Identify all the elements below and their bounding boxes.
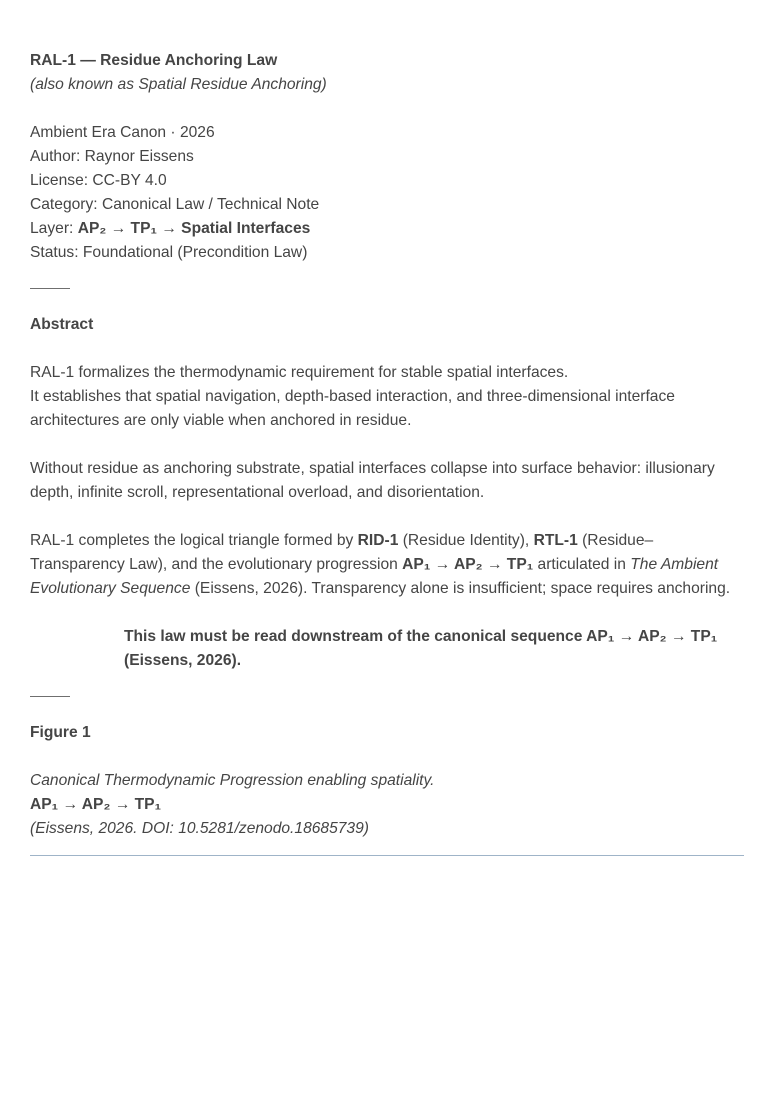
metadata-block	[30, 121, 744, 265]
abstract-paragraph-2: Without residue as anchoring substrate, spatial interfaces collapse into surface behavior: illusionary depth, infinite scroll, representational overload, and disorientation.	[30, 460, 715, 501]
meta-layer	[30, 217, 744, 241]
meta-layer-label: Layer:	[30, 220, 78, 237]
meta-status: Status: Foundational (Precondition Law)	[30, 244, 308, 261]
meta-layer-value: AP₂ → TP₁ → Spatial Interfaces	[77, 220, 311, 237]
document-alias: (also known as Spatial Residue Anchoring)	[30, 76, 327, 93]
meta-category: Category: Canonical Law / Technical Note	[30, 196, 320, 213]
meta-author: Author: Raynor Eissens	[30, 148, 194, 165]
text-run: (Residue–Transparency Law), and the evolutionary progression	[30, 532, 654, 573]
meta-canon: Ambient Era Canon · 2026	[30, 124, 215, 141]
section-divider	[30, 696, 70, 697]
section-divider	[30, 288, 70, 289]
text-run: articulated in	[533, 556, 631, 573]
abstract-heading: Abstract	[30, 316, 94, 333]
text-run: RAL-1 completes the logical triangle formed by	[30, 532, 358, 549]
figure-heading: Figure 1	[30, 724, 91, 741]
document-title: RAL-1 — Residue Anchoring Law	[30, 52, 278, 69]
figure-caption: Canonical Thermodynamic Progression enabling spatiality.	[30, 772, 435, 789]
abstract-paragraph-3	[30, 529, 744, 601]
rid-1-reference: RID-1	[357, 532, 399, 549]
abstract-paragraph-1a: RAL-1 formalizes the thermodynamic requirement for stable spatial interfaces.	[30, 364, 569, 381]
rtl-1-reference: RTL-1	[533, 532, 578, 549]
figure-citation: (Eissens, 2026. DOI: 10.5281/zenodo.18685739)	[30, 820, 369, 837]
cited-work-title: The Ambient Evolutionary Sequence	[30, 556, 719, 597]
meta-license: License: CC-BY 4.0	[30, 172, 167, 189]
text-run: (Eissens, 2026). Transparency alone is insufficient; space requires anchoring.	[190, 580, 731, 597]
text-run: (Residue Identity),	[398, 532, 534, 549]
reading-note-quote: This law must be read downstream of the canonical sequence AP₁ → AP₂ → TP₁ (Eissens, 2026).	[124, 628, 718, 669]
sequence-reference: AP₁ → AP₂ → TP₁	[402, 556, 534, 573]
bottom-divider	[30, 855, 744, 856]
figure-sequence: AP₁ → AP₂ → TP₁	[30, 796, 162, 813]
abstract-paragraph-1b: It establishes that spatial navigation, depth-based interaction, and three-dimensional interface architectures are only viable when anchored in residue.	[30, 388, 675, 429]
